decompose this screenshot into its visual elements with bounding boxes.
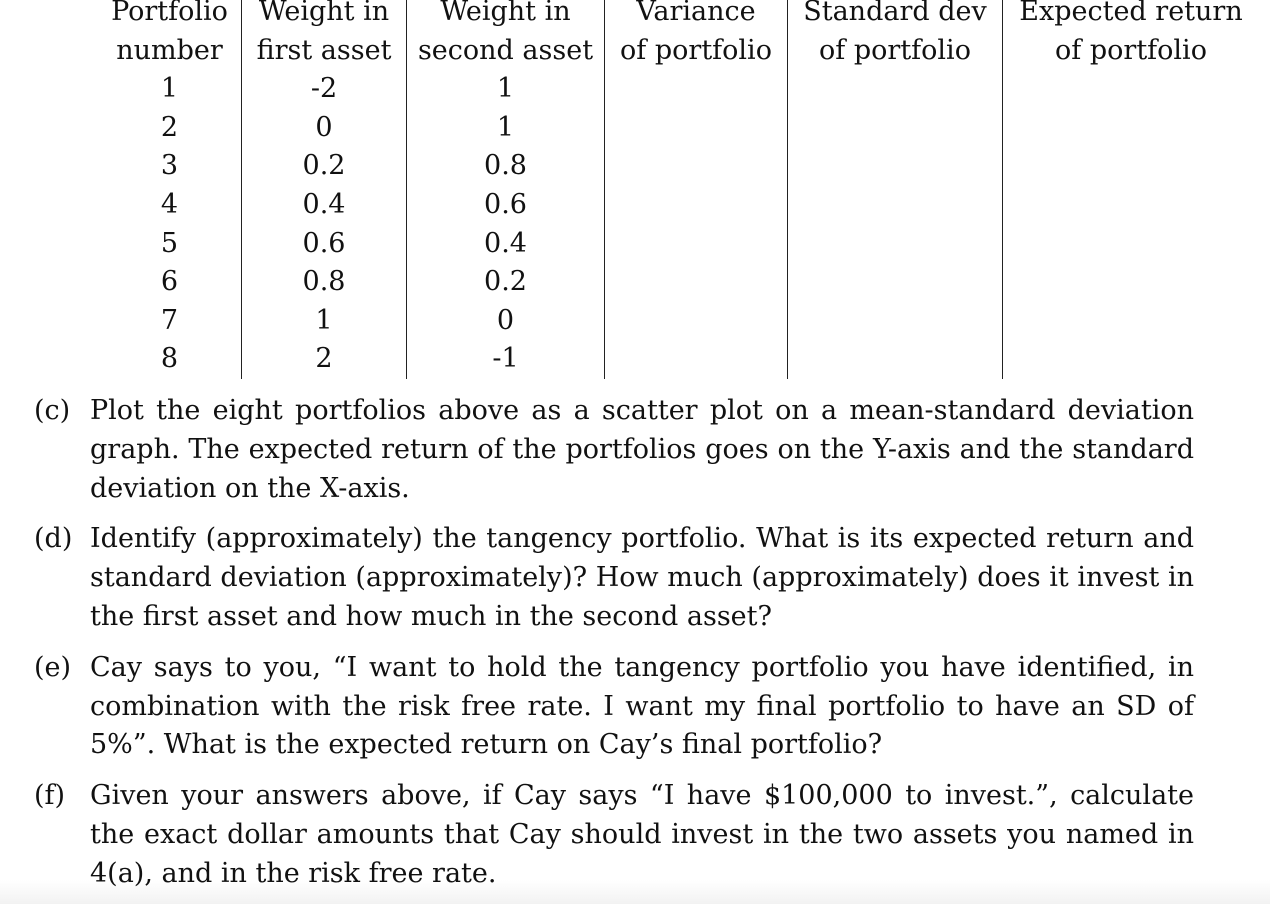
question-text: Cay says to you, “I want to hold the tangency portfolio you have identified, in combination with the risk free rate. I want my final portfolio to have an SD of 5%”. What is the expected return on Cay’s final portfolio?	[90, 651, 1194, 761]
cell-portfolio-number: 3	[160, 150, 179, 182]
table-row	[98, 109, 1259, 148]
question-text: Identify (approximately) the tangency portfolio. What is its expected return and standard deviation (approximately)? How much (approximately) does it invest in the first asset and how much in the second asset?	[90, 523, 1194, 632]
question-f	[34, 777, 1194, 893]
cell-expected-return	[1003, 70, 1260, 109]
cell-weight-second: -1	[407, 340, 605, 379]
cell-weight-first: 1	[242, 302, 407, 341]
header-weight-second-asset	[407, 0, 605, 70]
cell-expected-return	[1003, 147, 1260, 186]
header-line: second asset	[417, 34, 594, 66]
question-label: (e)	[34, 651, 72, 683]
table-row	[98, 70, 1259, 109]
cell-variance	[605, 225, 788, 264]
cell-standard-dev	[788, 225, 1003, 264]
header-portfolio-number	[98, 0, 242, 70]
cell-expected-return	[1003, 340, 1260, 379]
table-header	[98, 0, 1259, 70]
table-row	[98, 225, 1259, 264]
question-text: Plot the eight portfolios above as a scatter plot on a mean-standard deviation graph. The expected return of the portfolios goes on the Y-axis and the standard deviation on the X-axis.	[90, 395, 1194, 504]
header-line: of portfolio	[1055, 34, 1207, 66]
cell-standard-dev	[788, 263, 1003, 302]
cell-weight-first: 0.4	[242, 186, 407, 225]
cell-variance	[605, 147, 788, 186]
table-row	[98, 340, 1259, 379]
cell-standard-dev	[788, 70, 1003, 109]
header-line: number	[116, 34, 223, 66]
cell-weight-first: -2	[242, 70, 407, 109]
question-e	[34, 649, 1194, 765]
question-text: Given your answers above, if Cay says “I have $100,000 to invest.”, calculate the exact dollar amounts that Cay should invest in the two assets you named in 4(a), and in the risk free rate.	[90, 780, 1194, 889]
header-expected-return	[1003, 0, 1260, 70]
header-line: of portfolio	[819, 34, 971, 66]
question-label: (c)	[34, 395, 71, 426]
question-list	[34, 392, 1194, 906]
cell-portfolio-number: 2	[160, 111, 179, 143]
cell-weight-second: 0.6	[407, 186, 605, 225]
cell-weight-first: 0.2	[242, 147, 407, 186]
header-variance	[605, 0, 788, 70]
question-c	[34, 392, 1194, 508]
header-line: Portfolio	[111, 0, 228, 27]
table-row	[98, 263, 1259, 302]
cell-variance	[605, 186, 788, 225]
header-weight-first-asset	[242, 0, 407, 70]
header-line: Weight in	[440, 0, 571, 27]
cell-variance	[605, 263, 788, 302]
cell-weight-first: 0.6	[242, 225, 407, 264]
cell-weight-second: 1	[407, 109, 605, 148]
question-label: (d)	[34, 523, 73, 555]
cell-expected-return	[1003, 263, 1260, 302]
cell-portfolio-number: 5	[160, 227, 179, 259]
table-row	[98, 302, 1259, 341]
cell-variance	[605, 340, 788, 379]
cell-variance	[605, 302, 788, 341]
cell-standard-dev	[788, 302, 1003, 341]
header-line: Variance	[636, 0, 756, 27]
table-row	[98, 186, 1259, 225]
cell-weight-first: 0	[242, 109, 407, 148]
cell-portfolio-number: 8	[160, 343, 179, 375]
header-line: Weight in	[258, 0, 390, 27]
table-row	[98, 147, 1259, 186]
cell-portfolio-number: 6	[160, 266, 179, 298]
header-line: Expected return	[1019, 0, 1243, 27]
table-body	[98, 70, 1259, 379]
cell-weight-second: 0.2	[407, 263, 605, 302]
cell-variance	[605, 70, 788, 109]
question-label: (f)	[34, 780, 66, 812]
cell-standard-dev	[788, 186, 1003, 225]
cell-expected-return	[1003, 109, 1260, 148]
header-line: of portfolio	[620, 34, 772, 66]
cell-weight-first: 2	[242, 340, 407, 379]
cell-standard-dev	[788, 147, 1003, 186]
cell-weight-first: 0.8	[242, 263, 407, 302]
cell-weight-second: 1	[407, 70, 605, 109]
cell-weight-second: 0	[407, 302, 605, 341]
portfolio-table	[98, 0, 1259, 379]
header-standard-dev	[788, 0, 1003, 70]
cell-expected-return	[1003, 225, 1260, 264]
cell-expected-return	[1003, 186, 1260, 225]
cell-weight-second: 0.4	[407, 225, 605, 264]
header-line: first asset	[256, 34, 392, 66]
cell-weight-second: 0.8	[407, 147, 605, 186]
cell-expected-return	[1003, 302, 1260, 341]
cell-standard-dev	[788, 109, 1003, 148]
cell-portfolio-number: 4	[160, 188, 179, 220]
cell-portfolio-number: 1	[160, 73, 179, 105]
cell-standard-dev	[788, 340, 1003, 379]
cell-variance	[605, 109, 788, 148]
question-d	[34, 520, 1194, 636]
header-line: Standard dev	[803, 0, 987, 27]
header-row	[98, 0, 1259, 70]
cell-portfolio-number: 7	[160, 304, 179, 336]
